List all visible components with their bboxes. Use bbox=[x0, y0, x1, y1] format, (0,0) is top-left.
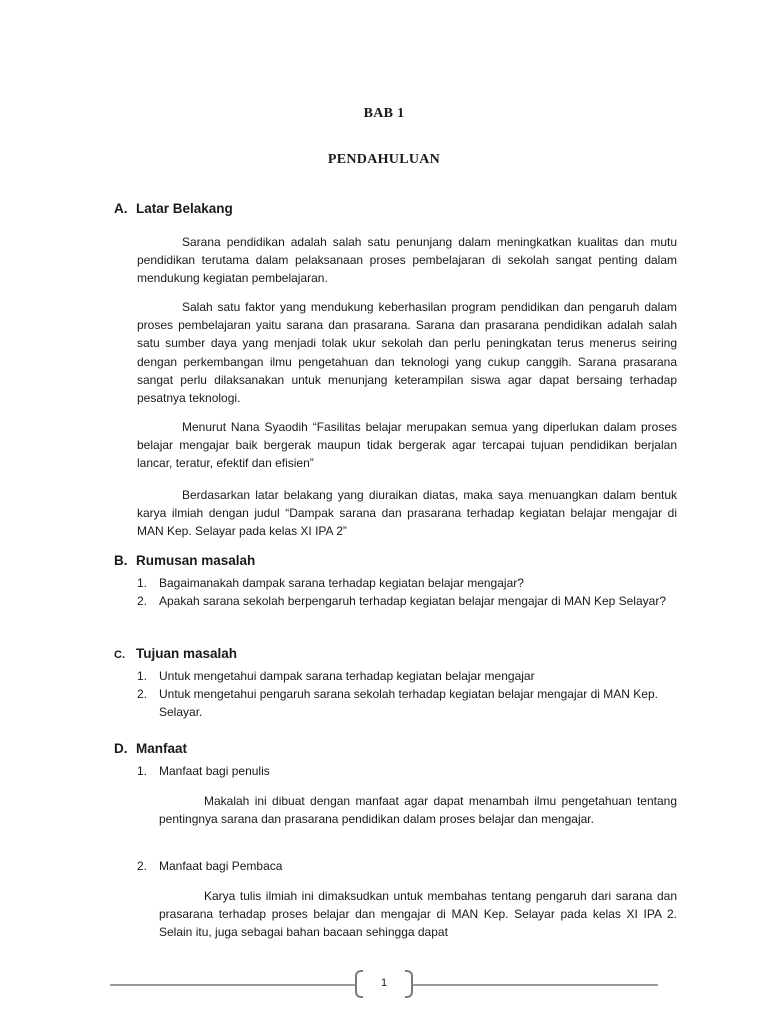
paragraph-a2: Salah satu faktor yang mendukung keberhasilan program pendidikan dan pengaruh dalam proses pembelajaran yaitu sarana dan prasarana. Sarana dan prasarana pendidikan adalah salah satu sumber daya yang menjadi tolak ukur sekolah dan perlu peningkatan terus menerus seiring dengan perkembangan ilmu pengetahuan dan teknologi yang cukup canggih. Sarana prasarana sangat perlu dilaksanakan untuk menunjang keterampilan siswa agar dapat bersaing terhadap pesatnya teknologi. bbox=[137, 300, 677, 406]
section-a-letter: A. bbox=[114, 201, 128, 216]
section-b-heading bbox=[114, 553, 255, 568]
section-d-heading bbox=[114, 741, 187, 756]
paragraph-manfaat-pembaca: Karya tulis ilmiah ini dimaksudkan untuk membahas tentang pengaruh dari sarana dan prasarana terhadap proses belajar dan mengajar di MAN Kep. Selayar pada kelas XI IPA 2. Selain itu, juga sebagai bahan bacaan sehingga dapat bbox=[159, 889, 677, 940]
tujuan-list bbox=[137, 667, 677, 722]
paragraph-a4: Berdasarkan latar belakang yang diuraikan diatas, maka saya menuangkan dalam bentuk karya ilmiah dengan judul “Dampak sarana dan prasarana terhadap kegiatan belajar mengajar di MAN Kep. Selayar pada kelas XI IPA 2” bbox=[137, 488, 677, 539]
list-item: 2. Manfaat bagi Pembaca bbox=[137, 859, 283, 873]
section-c-title: Tujuan masalah bbox=[136, 646, 238, 661]
chapter-number: BAB 1 bbox=[363, 106, 405, 121]
rumusan-list bbox=[137, 574, 677, 610]
paragraph-manfaat-penulis: Makalah ini dibuat dengan manfaat agar dapat menambah ilmu pengetahuan tentang pentingnya sarana dan prasarana pendidikan dalam proses belajar dan mengajar. bbox=[159, 794, 677, 827]
manfaat-list-1 bbox=[137, 762, 677, 780]
list-item: 1. Manfaat bagi penulis bbox=[137, 764, 270, 778]
section-c-letter: C. bbox=[114, 649, 125, 661]
section-b-title: Rumusan masalah bbox=[136, 553, 256, 568]
paragraph-a3: Menurut Nana Syaodih “Fasilitas belajar merupakan semua yang diperlukan dalam proses belajar mengajar baik bergerak maupun tidak bergerak agar tercapai tujuan pendidikan berjalan lancar, teratur, efektif dan efisien” bbox=[137, 420, 677, 471]
list-item: 2. Apakah sarana sekolah berpengaruh terhadap kegiatan belajar mengajar di MAN Kep Selayar? bbox=[137, 594, 666, 609]
list-item: 2. Untuk mengetahui pengaruh sarana sekolah terhadap kegiatan belajar mengajar di MAN Kep. Selayar. bbox=[137, 687, 658, 720]
footer-rule-right bbox=[413, 984, 658, 986]
page-number: 1 bbox=[380, 977, 388, 989]
section-a-title: Latar Belakang bbox=[136, 201, 233, 216]
section-c-heading bbox=[114, 646, 237, 661]
footer-rule-left bbox=[110, 984, 355, 986]
section-a-heading bbox=[114, 201, 233, 216]
list-item: 1. Untuk mengetahui dampak sarana terhadap kegiatan belajar mengajar bbox=[137, 669, 535, 683]
section-b-letter: B. bbox=[114, 553, 128, 568]
paragraph-a1: Sarana pendidikan adalah salah satu penunjang dalam meningkatkan kualitas dan mutu pendidikan terutama dalam pelaksanaan proses pembelajaran di sekolah sangat penting dalam mendukung kegiatan pembelajaran. bbox=[137, 235, 677, 286]
chapter-title: PENDAHULUAN bbox=[327, 152, 441, 167]
manfaat-list-2 bbox=[137, 857, 677, 875]
section-d-title: Manfaat bbox=[136, 741, 188, 756]
page-bracket-right-icon bbox=[405, 970, 413, 998]
section-d-letter: D. bbox=[114, 741, 128, 756]
list-item: 1. Bagaimanakah dampak sarana terhadap kegiatan belajar mengajar? bbox=[137, 576, 524, 590]
page-bracket-left-icon bbox=[355, 970, 363, 998]
